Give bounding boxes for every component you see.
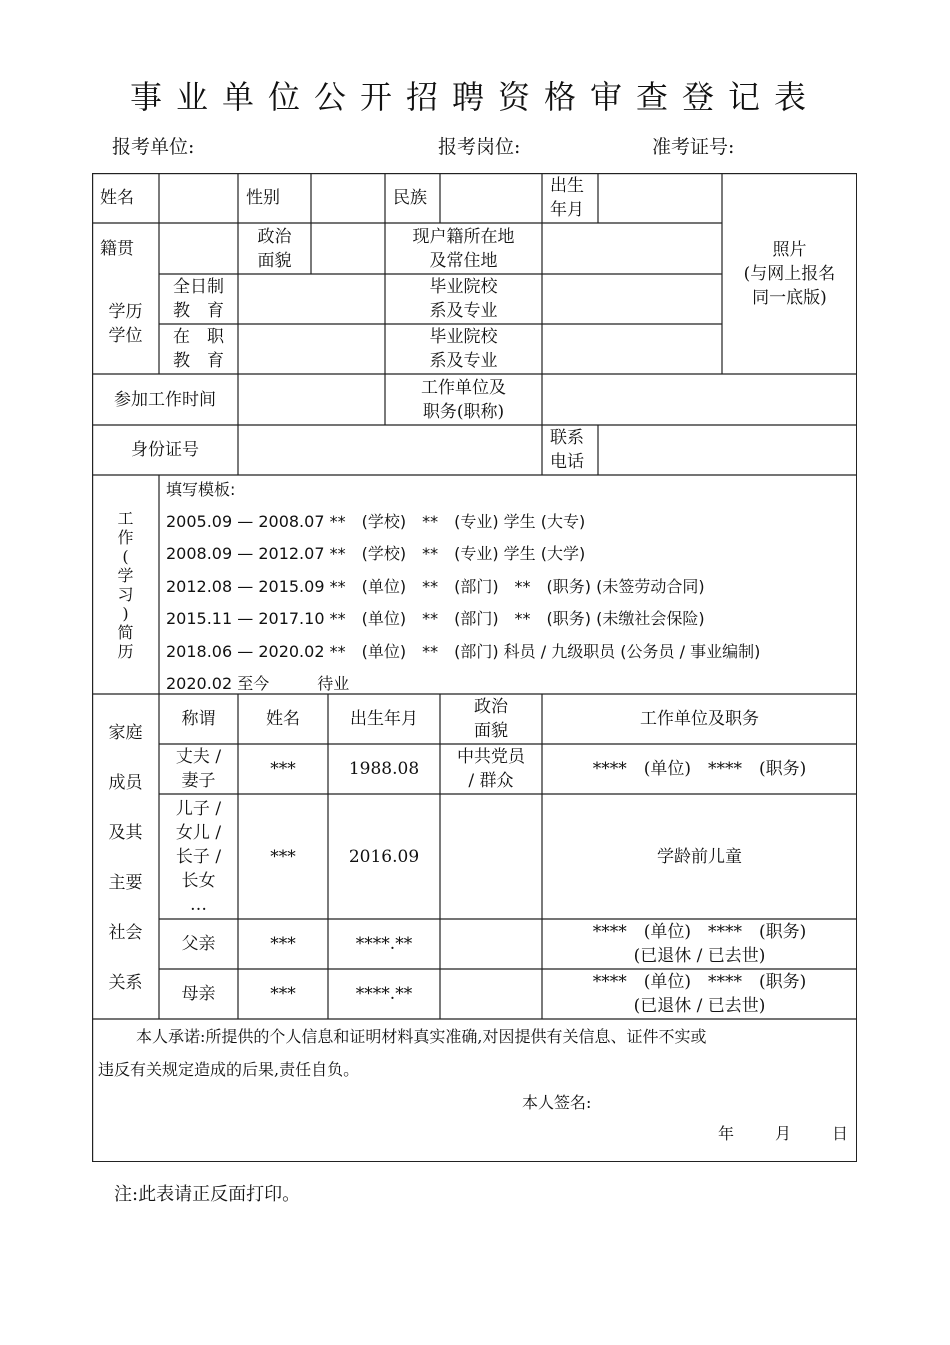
name-label: 姓名 — [100, 188, 134, 208]
family-relation: 丈夫 / 妻子 — [175, 747, 222, 791]
degree-label: 学历 学位 — [108, 302, 143, 346]
political-label: 政治 面貌 — [257, 226, 292, 271]
family-header-name: 姓名 — [266, 709, 300, 729]
fulltime-field[interactable] — [238, 274, 385, 324]
pledge-line-2: 违反有关规定造成的后果,责任自负。 — [98, 1060, 360, 1079]
ticket-label: 准考证号: — [652, 136, 735, 158]
family-birth[interactable]: 1988.08 — [348, 759, 420, 779]
photo-box[interactable]: 照片 (与网上报名 同一底版) — [743, 239, 836, 308]
family-job[interactable]: **** (单位) **** (职务) (已退休 / 已去世) — [592, 922, 807, 966]
family-header-political: 政治 面貌 — [474, 697, 508, 741]
pledge-line-1: 本人承诺:所提供的个人信息和证明材料真实准确,对因提供有关信息、证件不实或 — [136, 1027, 707, 1046]
signature-field[interactable] — [532, 1090, 702, 1114]
resume-line: 2015.11 — 2017.10 ** (单位) ** (部门) ** (职务) (未缴社会保险) — [166, 609, 705, 628]
school2-field[interactable] — [542, 324, 722, 374]
birth-field[interactable] — [598, 173, 722, 223]
date-year-label: 年 — [718, 1124, 735, 1143]
family-job[interactable]: **** (单位) **** (职务) — [592, 759, 807, 779]
ethnicity-label: 民族 — [393, 188, 427, 208]
resume-label: 工 作 ( 学 习 ) 简 历 — [117, 508, 134, 661]
family-job[interactable]: **** (单位) **** (职务) (已退休 / 已去世) — [592, 972, 807, 1016]
hukou-label: 现户籍所在地 及常住地 — [412, 226, 515, 271]
family-relation: 父亲 — [181, 934, 216, 954]
family-header-birth: 出生年月 — [350, 709, 418, 729]
phone-field[interactable] — [598, 425, 857, 475]
family-relation: 母亲 — [181, 984, 216, 1004]
work-time-label: 参加工作时间 — [114, 389, 216, 410]
family-name[interactable]: *** — [270, 846, 296, 867]
family-label-line: 关系 — [108, 973, 143, 993]
form-title: 事业单位公开招聘资格审查登记表 — [129, 78, 820, 116]
ethnicity-field[interactable] — [440, 173, 542, 223]
birth-label: 出生 年月 — [550, 176, 584, 220]
resume-line: 2012.08 — 2015.09 ** (单位) ** (部门) ** (职务) (未签劳动合同) — [166, 577, 705, 596]
print-note: 注:此表请正反面打印。 — [114, 1184, 301, 1205]
parttime-field[interactable] — [238, 324, 385, 374]
resume-line: 2005.09 — 2008.07 ** (学校) ** (专业) 学生 (大专) — [166, 512, 586, 531]
family-label-line: 主要 — [108, 873, 143, 893]
family-birth[interactable]: 2016.09 — [348, 846, 420, 867]
signature-label: 本人签名: — [522, 1093, 592, 1112]
school2-label: 毕业院校 系及专业 — [429, 327, 498, 371]
family-name[interactable]: *** — [270, 759, 296, 779]
id-label: 身份证号 — [131, 440, 199, 460]
political-field[interactable] — [311, 223, 385, 274]
family-political[interactable] — [440, 969, 542, 1019]
unit-label: 报考单位: — [112, 136, 195, 158]
school1-label: 毕业院校 系及专业 — [429, 277, 498, 321]
native-label: 籍贯 — [100, 238, 134, 259]
date-day-label: 日 — [832, 1124, 849, 1143]
date-month-label: 月 — [775, 1124, 792, 1143]
resume-line: 2008.09 — 2012.07 ** (学校) ** (专业) 学生 (大学) — [166, 544, 586, 563]
family-label-line: 家庭 — [108, 723, 143, 743]
hukou-field[interactable] — [542, 223, 722, 274]
work-time-field[interactable] — [238, 374, 385, 425]
family-relation: 儿子 / 女儿 / 长子 / 长女 … — [175, 798, 222, 915]
resume-line: 2020.02 至今 待业 — [166, 674, 350, 693]
family-name[interactable]: *** — [270, 984, 296, 1004]
family-birth[interactable]: ****.** — [355, 934, 413, 954]
native-field[interactable] — [159, 223, 238, 274]
family-header-job: 工作单位及职务 — [640, 709, 759, 729]
work-unit-field[interactable] — [542, 374, 857, 425]
family-job[interactable]: 学龄前儿童 — [657, 846, 742, 867]
family-label-line: 社会 — [108, 923, 143, 943]
family-political[interactable] — [440, 794, 542, 919]
family-political[interactable] — [440, 919, 542, 969]
gender-label: 性别 — [246, 188, 280, 208]
family-name[interactable]: *** — [270, 934, 296, 954]
family-political[interactable]: 中共党员 / 群众 — [457, 747, 525, 791]
family-birth[interactable]: ****.** — [355, 984, 413, 1004]
parttime-label: 在 职 教 育 — [173, 327, 224, 371]
registration-form-table — [92, 173, 857, 1162]
work-unit-label: 工作单位及 职务(职称) — [421, 377, 506, 422]
fulltime-label: 全日制 教 育 — [173, 277, 224, 321]
school1-field[interactable] — [542, 274, 722, 324]
resume-line: 2018.06 — 2020.02 ** (单位) ** (部门) 科员 / 九级职员 (公务员 / 事业编制) — [166, 642, 761, 661]
name-field[interactable] — [159, 173, 238, 223]
family-header-relation: 称谓 — [181, 709, 216, 729]
gender-field[interactable] — [311, 173, 385, 223]
family-label-line: 成员 — [108, 773, 143, 793]
phone-label: 联系 电话 — [550, 428, 584, 472]
family-label-line: 及其 — [108, 823, 143, 843]
id-field[interactable] — [238, 425, 542, 475]
resume-line: 填写模板: — [166, 480, 236, 499]
post-label: 报考岗位: — [438, 136, 521, 158]
